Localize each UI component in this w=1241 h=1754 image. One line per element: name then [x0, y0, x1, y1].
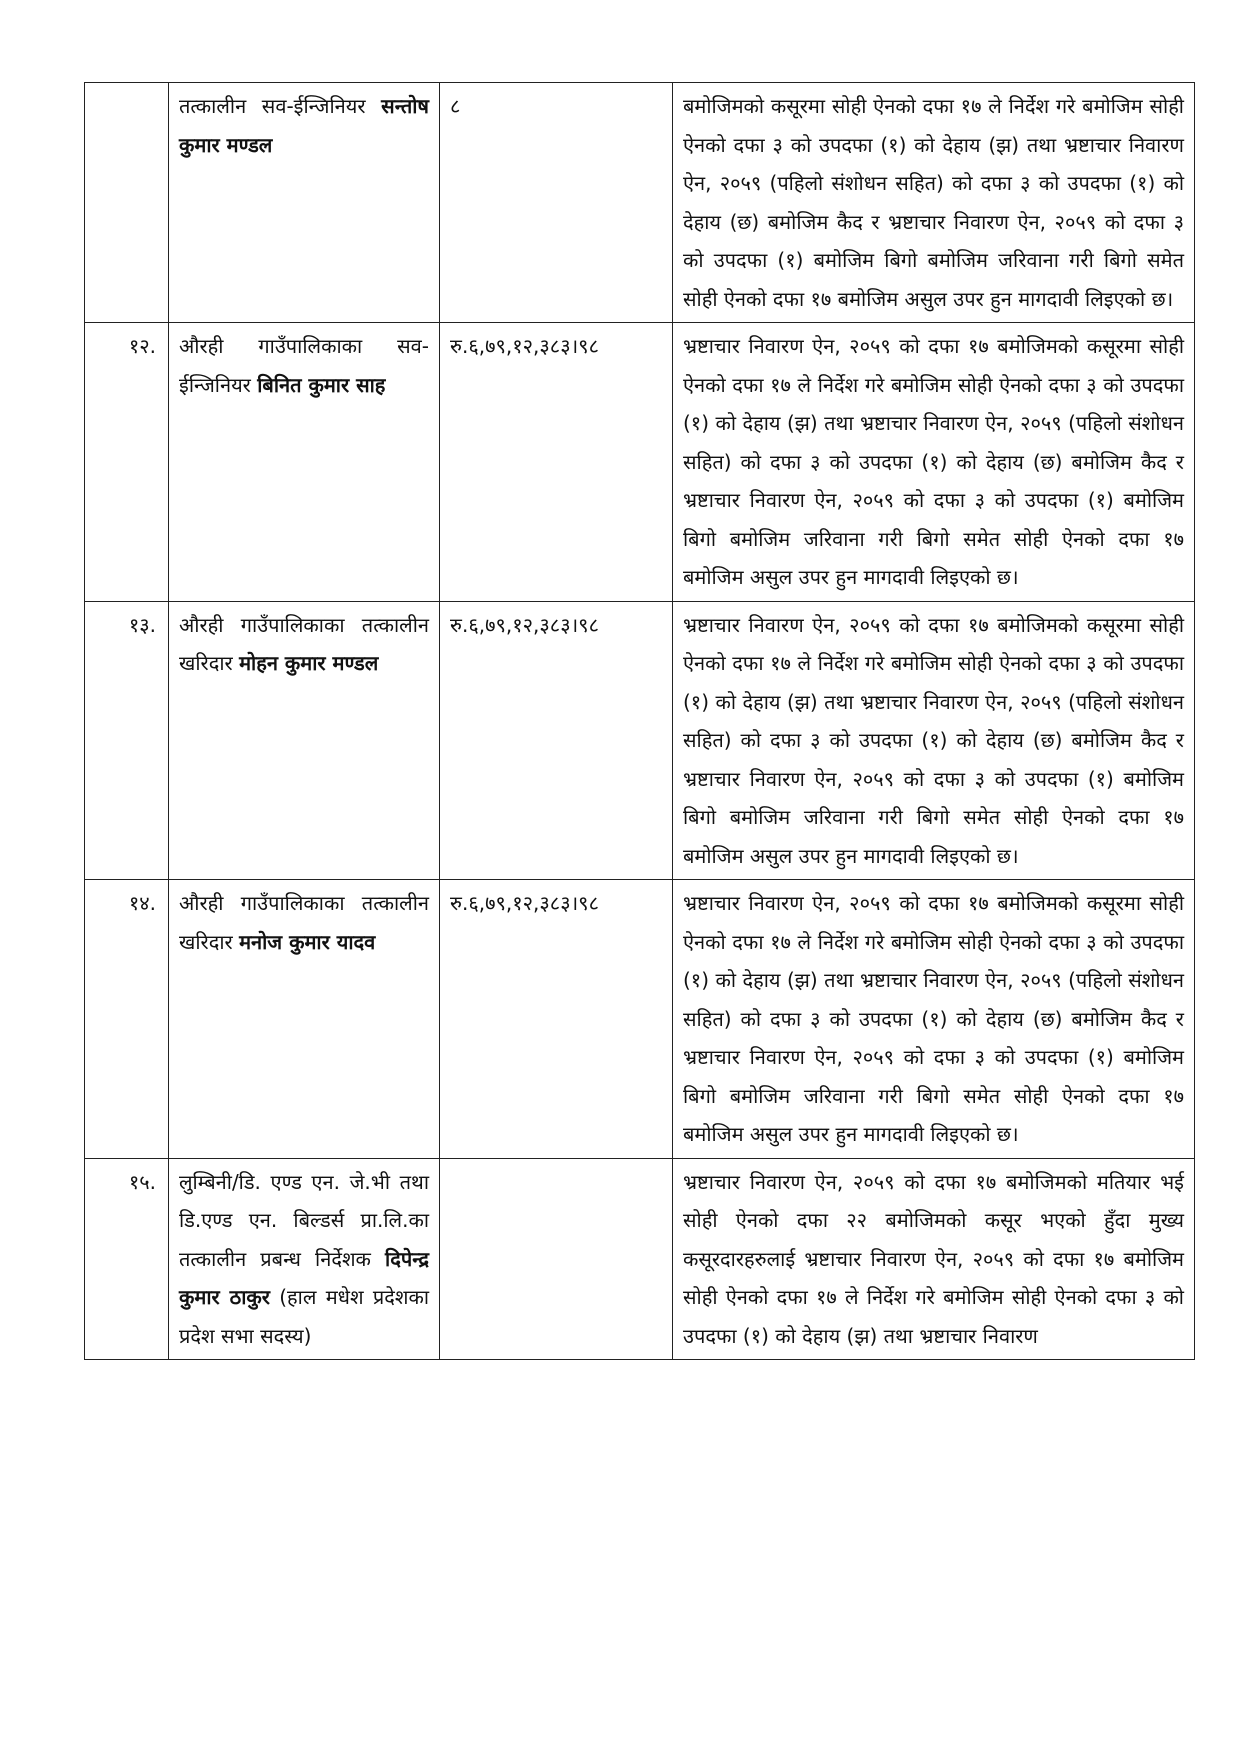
claim-description: भ्रष्टाचार निवारण ऐन, २०५९ को दफा १७ बमोजिमको मतियार भई सोही ऐनको दफा २२ बमोजिमको कसूर भएको हुँदा मुख्य कसूरदारहरुलाई भ्रष्टाचार निवारण ऐन, २०५९ को दफा १७ बमोजिम सोही ऐनको दफा १७ ले निर्देश गरे बमोजिम सोही ऐनको दफा ३ को उपदफा (१) को देहाय (झ) तथा भ्रष्टाचार निवारण	[673, 1158, 1195, 1360]
serial-number: १४.	[85, 880, 169, 1159]
case-table	[84, 82, 1195, 1360]
serial-number	[85, 83, 169, 323]
table-row	[85, 323, 1195, 602]
accused-name: सन्तोष कुमार मण्डल	[179, 94, 429, 157]
claim-amount: रु.६,७९,१२,३८३।९८	[440, 880, 673, 1159]
claim-description: बमोजिमको कसूरमा सोही ऐनको दफा १७ ले निर्देश गरे बमोजिम सोही ऐनको दफा ३ को उपदफा (१) को देहाय (झ) तथा भ्रष्टाचार निवारण ऐन, २०५९ (पहिलो संशोधन सहित) को दफा ३ को उपदफा (१) को देहाय (छ) बमोजिम कैद र भ्रष्टाचार निवारण ऐन, २०५९ को दफा ३ को उपदफा (१) बमोजिम बिगो बमोजिम जरिवाना गरी बिगो समेत सोही ऐनको दफा १७ बमोजिम असुल उपर हुन मागदावी लिइएको छ।	[673, 83, 1195, 323]
accused-name: बिनित कुमार साह	[257, 372, 386, 397]
claim-amount: ८	[440, 83, 673, 323]
accused-person: औरही गाउँपालिकाका तत्कालीन खरिदार मनोज कुमार यादव	[169, 880, 440, 1159]
accused-name: दिपेन्द्र कुमार ठाकुर	[179, 1246, 429, 1309]
table-row	[85, 83, 1195, 323]
table-row	[85, 1158, 1195, 1360]
accused-name: मनोज कुमार यादव	[239, 929, 376, 954]
accused-person: लुम्बिनी/डि. एण्ड एन. जे.भी तथा डि.एण्ड एन. बिल्डर्स प्रा.लि.का तत्कालीन प्रबन्ध निर्देशक दिपेन्द्र कुमार ठाकुर (हाल मधेश प्रदेशका प्रदेश सभा सदस्य)	[169, 1158, 440, 1360]
serial-number: १३.	[85, 601, 169, 880]
claim-description: भ्रष्टाचार निवारण ऐन, २०५९ को दफा १७ बमोजिमको कसूरमा सोही ऐनको दफा १७ ले निर्देश गरे बमोजिम सोही ऐनको दफा ३ को उपदफा (१) को देहाय (झ) तथा भ्रष्टाचार निवारण ऐन, २०५९ (पहिलो संशोधन सहित) को दफा ३ को उपदफा (१) को देहाय (छ) बमोजिम कैद र भ्रष्टाचार निवारण ऐन, २०५९ को दफा ३ को उपदफा (१) बमोजिम बिगो बमोजिम जरिवाना गरी बिगो समेत सोही ऐनको दफा १७ बमोजिम असुल उपर हुन मागदावी लिइएको छ।	[673, 880, 1195, 1159]
claim-amount: रु.६,७९,१२,३८३।९८	[440, 601, 673, 880]
claim-amount	[440, 1158, 673, 1360]
serial-number: १५.	[85, 1158, 169, 1360]
table-row	[85, 601, 1195, 880]
claim-amount: रु.६,७९,१२,३८३।९८	[440, 323, 673, 602]
claim-description: भ्रष्टाचार निवारण ऐन, २०५९ को दफा १७ बमोजिमको कसूरमा सोही ऐनको दफा १७ ले निर्देश गरे बमोजिम सोही ऐनको दफा ३ को उपदफा (१) को देहाय (झ) तथा भ्रष्टाचार निवारण ऐन, २०५९ (पहिलो संशोधन सहित) को दफा ३ को उपदफा (१) को देहाय (छ) बमोजिम कैद र भ्रष्टाचार निवारण ऐन, २०५९ को दफा ३ को उपदफा (१) बमोजिम बिगो बमोजिम जरिवाना गरी बिगो समेत सोही ऐनको दफा १७ बमोजिम असुल उपर हुन मागदावी लिइएको छ।	[673, 601, 1195, 880]
serial-number: १२.	[85, 323, 169, 602]
accused-person: औरही गाउँपालिकाका तत्कालीन खरिदार मोहन कुमार मण्डल	[169, 601, 440, 880]
accused-person: तत्कालीन सव-ईन्जिनियर सन्तोष कुमार मण्डल	[169, 83, 440, 323]
accused-name: मोहन कुमार मण्डल	[239, 651, 379, 675]
table-row	[85, 880, 1195, 1159]
accused-person: औरही गाउँपालिकाका सव-ईन्जिनियर बिनित कुमार साह	[169, 323, 440, 602]
claim-description: भ्रष्टाचार निवारण ऐन, २०५९ को दफा १७ बमोजिमको कसूरमा सोही ऐनको दफा १७ ले निर्देश गरे बमोजिम सोही ऐनको दफा ३ को उपदफा (१) को देहाय (झ) तथा भ्रष्टाचार निवारण ऐन, २०५९ (पहिलो संशोधन सहित) को दफा ३ को उपदफा (१) को देहाय (छ) बमोजिम कैद र भ्रष्टाचार निवारण ऐन, २०५९ को दफा ३ को उपदफा (१) बमोजिम बिगो बमोजिम जरिवाना गरी बिगो समेत सोही ऐनको दफा १७ बमोजिम असुल उपर हुन मागदावी लिइएको छ।	[673, 323, 1195, 602]
